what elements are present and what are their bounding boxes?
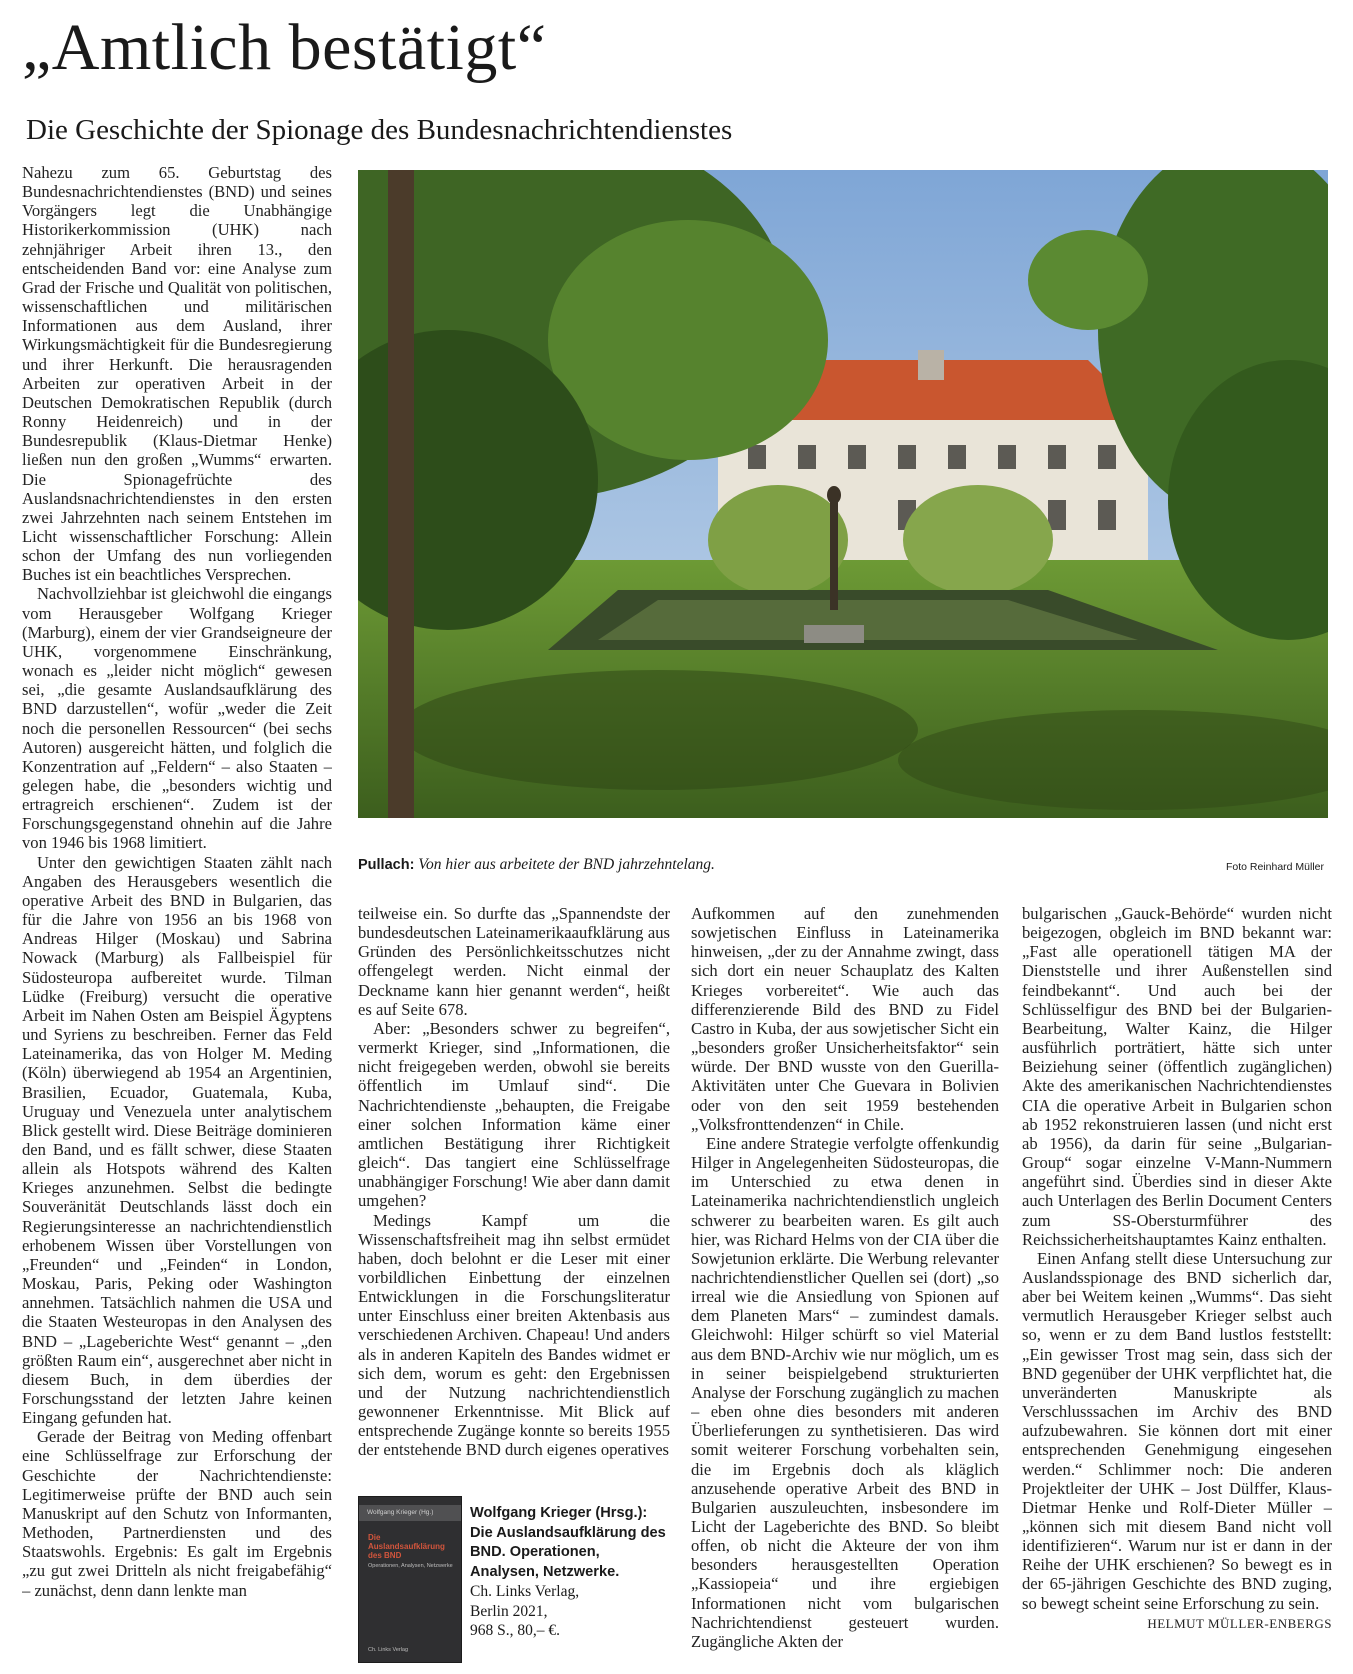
author-name: HELMUT MÜLLER-ENBERGS [1147,1615,1332,1631]
cover-publisher: Ch. Links Verlag [368,1647,409,1653]
author-byline [1022,1613,1332,1633]
caption-place: Pullach: [358,857,415,873]
article-column-4 [1022,904,1332,1674]
article-paragraph: Nachvollziehbar ist gleichwohl die eingangs vom Herausgeber Wolfgang Krieger (Marburg), einem der vier Grandseigneure der UHK, vorgenommene Einschränkung, wonach es „leider nicht möglich“ gewesen sei, „die gesamte Auslandsaufklärung des BND darzustellen“, wofür „weder die Zeit noch die personellen Ressourcen“ (bei sechs Autoren) ausgereicht hätten, und folglich die Konzentration auf „Feldern“ – also Staaten – gelegen habe, die „besonders wichtig und ertragreich erschienen“. Zudem ist der Forschungsgegenstand ohnehin auf die Jahre von 1946 bis 1968 limitiert. [22,584,332,853]
villa-garden-image [358,170,1328,818]
article-column-1 [22,163,332,1674]
subheadline: Die Geschichte der Spionage des Bundesnachrichtendienstes [26,114,733,146]
article-paragraph: bulgarischen „Gauck-Behörde“ wurden nicht beigezogen, obgleich im BND bekannt war: „Fast alle operationell tätigen MA der Dienststelle und ihrer Außenstellen sind feindbekannt“. Und auch bei der Schlüsselfigur des BND bei der Bulgarien-Bearbeitung, Walter Kainz, die Hilger ausführlich porträtiert, hätte sich unter Beiziehung seiner (öffentlich zugänglichen) Akte des amerikanischen Nachrichtendienstes CIA die operative Arbeit in Bulgarien schon ab 1952 rekonstruieren lassen (und nicht erst ab 1956), da darin für seine „Bulgarian-Group“ sogar einzelne V-Mann-Nummern angeführt sind. Überdies sind in dieser Akte auch Unterlagen des Berlin Document Centers zum SS-Obersturmführer des Reichssicherheitshauptamtes Kainz enthalten. [1022,904,1332,1249]
article-paragraph: Unter den gewichtigen Staaten zählt nach Angaben des Herausgebers wesentlich die operative Arbeit des BND in Bulgarien, das für die Jahre von 1956 an bis 1968 von Andreas Hilger (Moskau) und Sabrina Nowack (Marburg) als Fallbeispiel für Südosteuropa aufbereitet wurde. Tilman Lüdke (Freiburg) versucht die operative Arbeit im Nahen Osten am Beispiel Ägyptens und Syriens zu beschreiben. Ferner das Feld Lateinamerika, das von Holger M. Meding (Köln) überwiegend ab 1954 an Argentinien, Brasilien, Ecuador, Guatemala, Kuba, Uruguay und Venezuela unter analytischem Blick gestellt wird. Diese Beiträge dominieren den Band, und es fällt schwer, diese Staaten allein als Hotspots während des Kalten Krieges anzunehmen. Selbst die bedingte Souveränität Deutschlands lässt doch ein Regierungsinteresse an nachrichtendienstlich erhobenem Wissen über Vorstellungen von „Freunden“ und „Feinden“ in London, Moskau, Paris, Peking oder Washington annehmen. Tatsächlich nahmen die USA und die Staaten Westeuropas in den Analysen des BND – „Lageberichte West“ genannt – „den größten Raum ein“, ausgerechnet aber nicht in diesem Buch, in dem überdies der Forschungsstand der letzten Jahre keinen Eingang gefunden hat. [22,852,332,1428]
book-place-year: Berlin 2021, [470,1602,548,1620]
book-publisher: Ch. Links Verlag, [470,1583,580,1600]
cover-editor: Wolfgang Krieger (Hg.) [367,1509,434,1516]
article-paragraph: Aufkommen auf den zunehmenden sowjetischen Einfluss in Lateinamerika hinweisen, „der zu der Annahme zwingt, dass sich dort ein neuer Schauplatz des Kalten Krieges vorbereitet“. Wie auch das differenzierende Bild des BND zu Fidel Castro in Kuba, der aus sowjetischer Sicht ein „besonders großer Unsicherheitsfaktor“ sein würde. Der BND wusste von den Guerilla-Aktivitäten unter Che Guevara in Bolivien oder von den seit 1959 bestehenden „Volksfronttendenzen“ in Chile. [691,904,999,1134]
cover-subtitle: Operationen, Analysen, Netzwerke [368,1563,453,1569]
article-paragraph: Medings Kampf um die Wissenschaftsfreiheit mag ihn selbst ermüdet haben, doch belohnt er die Leser mit einer vorbildlichen Einbettung der einzelnen Entwicklungen in die Forschungsliteratur unter Einschluss einer breiten Aktenbasis aus verschiedenen Archiven. Chapeau! Und anders als in anderen Kapiteln des Bandes widmet er sich dem, worum es geht: den Ergebnissen und der Nutzung nachrichtendienstlich gewonnener Erkenntnisse. Mit Blick auf entsprechende Zugänge konnte so bereits 1955 der entstehende BND durch eigenes operatives [358,1210,670,1460]
article-paragraph: Aber: „Besonders schwer zu begreifen“, vermerkt Krieger, sind „Informationen, die nicht freigegeben werden, obwohl sie bereits öffentlich im Umlauf sind“. Die Nachrichtendienste „behaupten, die Freigabe einer solchen Information käme einer amtlichen Bestätigung ihrer Richtigkeit gleich“. Das tangiert eine Schlüsselfrage unabhängiger Forschung! Wie aber dann damit umgehen? [358,1018,670,1211]
article-column-3 [691,904,999,1674]
article-paragraph: Gerade der Beitrag von Meding offenbart eine Schlüsselfrage zur Erforschung der Geschichte der Nachrichtendienste: Legitimerweise prüfte der BND auch sein Manuskript auf den Schutz von Informanten, Methoden, Partnerdiensten und des Staatswohls. Ergebnis: Es galt im Ergebnis „zu gut zwei Dritteln als nicht freigabefähig“ – zunächst, denn dann lenkte man [22,1427,332,1600]
book-info-box [358,1496,670,1666]
cover-title: Die Auslandsaufklärung des BND [368,1533,445,1560]
photo-credit: Foto Reinhard Müller [1225,861,1324,873]
article-paragraph: Nahezu zum 65. Geburtstag des Bundesnachrichtendienstes (BND) und seines Vorgängers legt die Unabhängige Historikerkommission (UHK) nach zehnjähriger Arbeit ihren 13., den entscheidenden Band vor: eine Analyse zum Grad der Frische und Qualität von politischen, wissenschaftlichen und militärischen Informationen aus dem Ausland, ihrer Wirkungsmächtigkeit für die Bundesregierung und ihrer Herkunft. Die herausragenden Arbeiten zur operativen Arbeit in der Deutschen Demokratischen Republik (durch Ronny Heidenreich) und in der Bundesrepublik (Klaus-Dietmar Henke) ließen nun den großen „Wumms“ erwarten. Die Spionagefrüchte des Auslandsnachrichtendienstes in den ersten zwei Jahrzehnten nach seinem Entstehen im Licht wissenschaftlicher Forschung: Allein schon der Umfang des nun vorliegenden Buches ist ein beachtliches Versprechen. [22,163,332,585]
article-paragraph: Eine andere Strategie verfolgte offenkundig Hilger in Angelegenheiten Südosteuropas, die im Unterschied zu etwa denen in Lateinamerika nachrichtendienstlich ungleich schwerer zu bearbeiten waren. Es gilt auch hier, was Richard Helms von der CIA über die Sowjetunion erklärte. Die Werbung relevanter nachrichtendienstlicher Quellen sei (dort) „so irreal wie die Ansiedlung von Spionen auf dem Planeten Mars“ – zumindest damals. Gleichwohl: Hilger schürft so viel Material aus dem BND-Archiv wie nur möglich, um es in seiner beispielgebend strukturierten Analyse der Forschung zugänglich zu machen – eben ohne dies besonders mit anderen Überlieferungen zu synthetisieren. Das wird somit weiterer Forschung vorbehalten sein, die im Ergebnis doch als kläglich anzusehende operative Arbeit des BND in Bulgarien auszuleuchten, insbesondere im Licht der Lageberichte des BND. So bleibt offen, ob nicht die Akteure der von ihm besonders herausgestellten Operation „Kassiopeia“ und ihre ergiebigen Informationen nicht vom bulgarischen Nachrichtendienst gesteuert wurden. Zugängliche Akten der [691,1133,999,1651]
caption-text: Von hier aus arbeitete der BND jahrzehntelang. [418,856,715,873]
book-pages-price: 968 S., 80,– €. [470,1622,560,1639]
article-photo [358,170,1328,818]
book-author: Wolfgang Krieger (Hrsg.): [470,1505,648,1521]
article-column-2 [358,904,670,1494]
book-cover [358,1496,462,1663]
article-paragraph: Einen Anfang stellt diese Untersuchung zur Auslandsspionage des BND sicherlich dar, aber bei Weitem keinen „Wumms“. Das sieht vermutlich Herausgeber Krieger selbst auch so, wenn er zu dem Band lustlos feststellt: „Ein gewisser Trost mag sein, dass sich der BND gegenüber der UHK verpflichtet hat, die unveränderten Manuskripte als Verschlusssachen im Archiv des BND aufzubewahren. Sie können dort mit einer entsprechenden Genehmigung eingesehen werden.“ Schlimmer noch: Die anderen Projektleiter der UHK – Jost Dülffer, Klaus-Dietmar Henke und Rolf-Dieter Müller – „können sich mit diesem Band nicht voll identifizieren“. Warum nur ist er dann in der Reihe der UHK erschienen? So bewegt es in der 65-jährigen Geschichte des BND zuging, so bewegt scheint seine Erforschung zu sein. [1022,1248,1332,1613]
book-title: Die Auslandsaufklärung des BND. Operationen, Analysen, Netzwerke. [470,1524,666,1580]
headline: „Amtlich bestätigt“ [22,11,547,84]
photo-caption [358,856,1328,874]
book-details [470,1504,670,1641]
article-paragraph: teilweise ein. So durfte das „Spannendste der bundesdeutschen Lateinamerikaaufklärung aus Gründen des Persönlichkeitsschutzes nicht offengelegt werden. Nicht einmal der Deckname kann hier genannt werden“, heißt es auf Seite 678. [358,904,670,1019]
